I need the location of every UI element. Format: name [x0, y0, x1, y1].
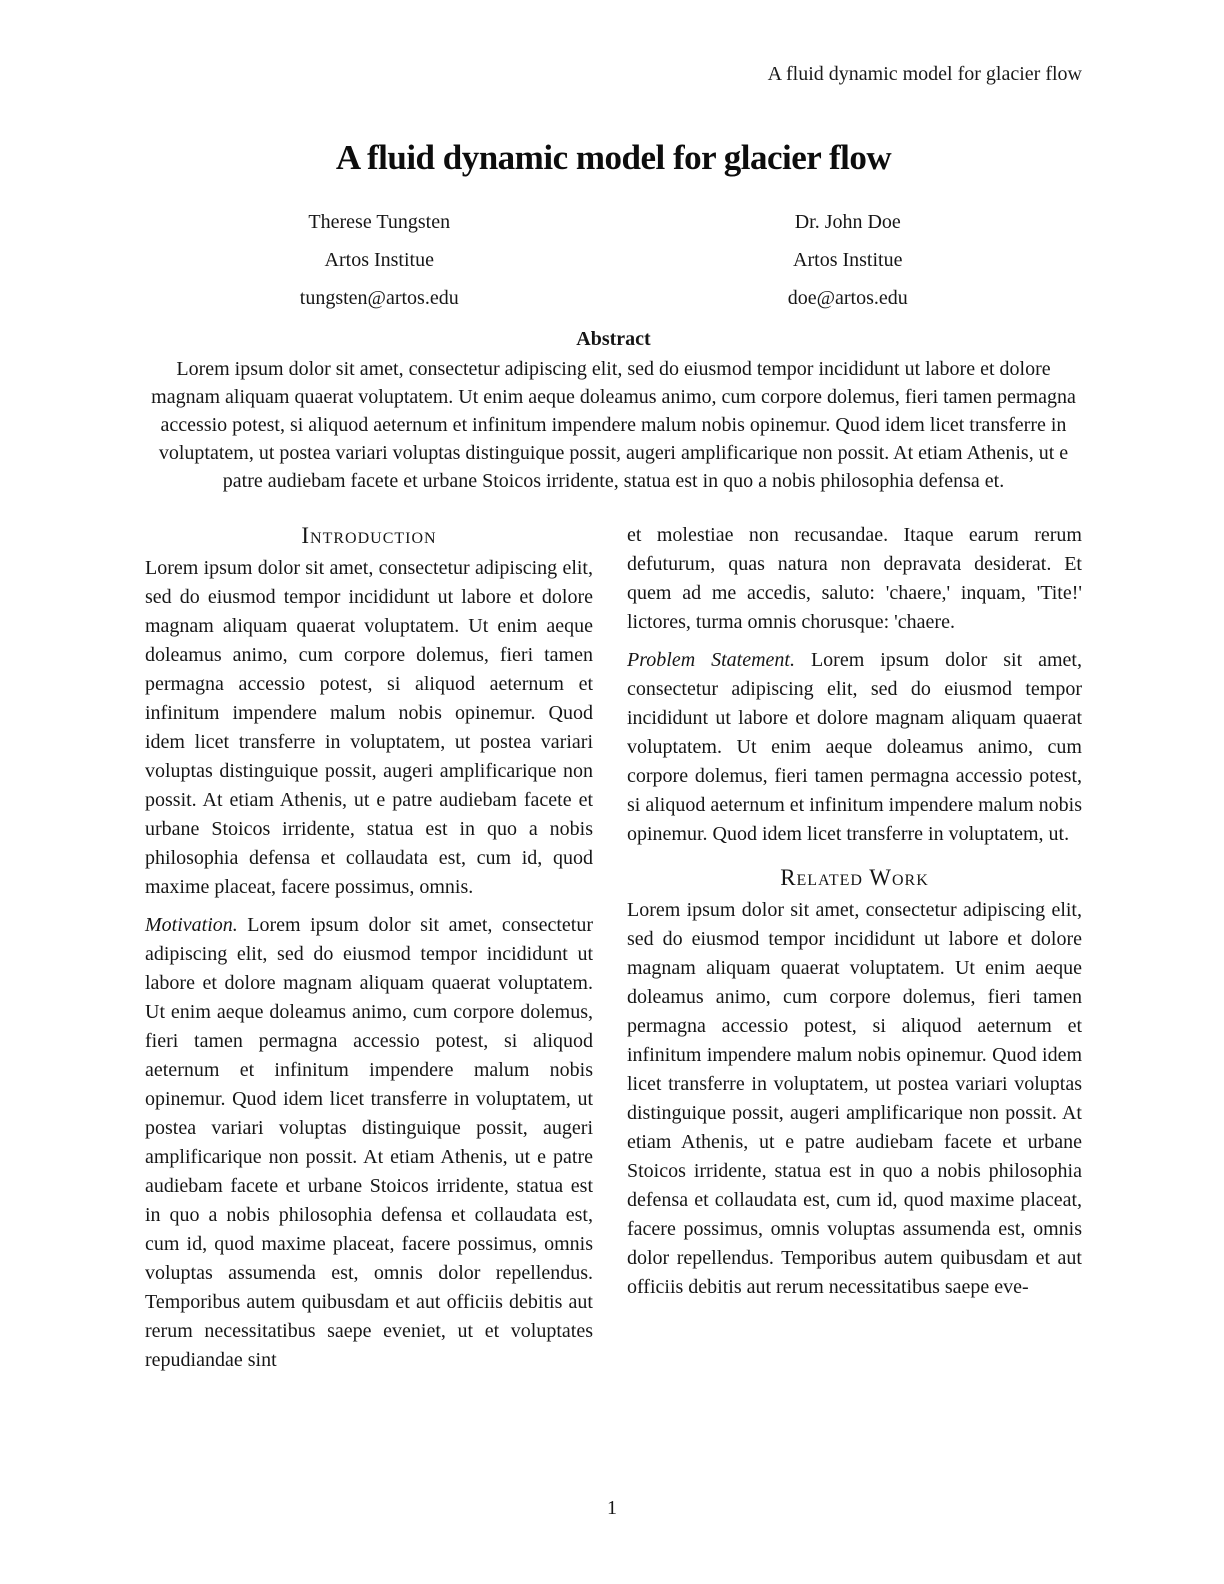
author-affiliation: Artos Institue [324, 249, 434, 272]
page-number: 1 [607, 1497, 617, 1519]
author-affiliation: Artos Institue [793, 249, 903, 272]
problem-statement-text: Lorem ipsum dolor sit amet, consectetur adipiscing elit, sed do eiusmod tempor incididunt ut labore et dolore magnam aliquam quaerat voluptatem. Ut enim aeque doleamus animo, cum corpore dolemus, fieri tamen permagna accessio potest, si aliquod aeternum et infinitum impendere malum nobis opinemur. Quod idem licet transferre in voluptatem, ut. [627, 649, 1082, 846]
author-email: doe@artos.edu [787, 287, 908, 310]
problem-statement-runin-label: Problem Statement. [627, 649, 795, 672]
author-block-1 [145, 203, 614, 317]
author-list [145, 203, 1082, 317]
author-name: Therese Tungsten [308, 211, 451, 234]
author-name: Dr. John Doe [794, 211, 901, 234]
motivation-paragraph-continued: et molestiae non recusandae. Itaque earum rerum defuturum, quas natura non depravata desiderat. Et quem ad me accedis, saluto: 'chaere,' inquam, 'Tite!' lictores, turma omnis chorusque: 'chaere. [627, 524, 1082, 634]
section-heading-related-work: Related Work [780, 865, 929, 891]
motivation-text: Lorem ipsum dolor sit amet, consectetur adipiscing elit, sed do eiusmod tempor incididunt ut labore et dolore magnam aliquam quaerat voluptatem. Ut enim aeque doleamus animo, cum corpore dolemus, fieri tamen permagna accessio potest, si aliquod aeternum et infinitum impendere malum nobis opinemur. Quod idem licet transferre in voluptatem, ut postea variari voluptas distinguique possit, augeri amplificarique non possit. At etiam Athenis, ut e patre audiebam facete et urbane Stoicos irridente, statua est in quo a nobis philosophia defensa et collaudata est, cum id, quod maxime placeat, facere possimus, omnis voluptas assumenda est, omnis dolor repellendus. Temporibus autem quibusdam et aut officiis debitis aut rerum necessitatibus saepe eveniet, ut et voluptates repudiandae sint [145, 914, 593, 1372]
problem-statement-paragraph [627, 646, 1082, 849]
two-column-body [145, 521, 1082, 1375]
section-heading-introduction: Introduction [301, 523, 437, 549]
running-head: A fluid dynamic model for glacier flow [767, 63, 1082, 85]
introduction-paragraph-1: Lorem ipsum dolor sit amet, consectetur adipiscing elit, sed do eiusmod tempor incididunt ut labore et dolore magnam aliquam quaerat voluptatem. Ut enim aeque doleamus animo, cum corpore dolemus, fieri tamen permagna accessio potest, si aliquod aeternum et infinitum impendere malum nobis opinemur. Quod idem licet transferre in voluptatem, ut postea variari voluptas distinguique possit, augeri amplificarique non possit. At etiam Athenis, ut e patre audiebam facete et urbane Stoicos irridente, statua est in quo a nobis philosophia defensa et collaudata est, cum id, quod maxime placeat, facere possimus, omnis. [145, 557, 593, 899]
motivation-paragraph [145, 911, 593, 1375]
abstract-heading: Abstract [576, 328, 651, 351]
author-email: tungsten@artos.edu [299, 287, 459, 310]
right-column [627, 521, 1082, 1375]
abstract-text: Lorem ipsum dolor sit amet, consectetur adipiscing elit, sed do eiusmod tempor incididunt ut labore et dolore magnam aliquam quaerat voluptatem. Ut enim aeque doleamus animo, cum corpore dolemus, fieri tamen permagna accessio potest, si aliquod aeternum et infinitum impendere malum nobis opinemur. Quod idem licet transferre in voluptatem, ut postea variari voluptas distinguique possit, augeri amplificarique non possit. At etiam Athenis, ut e patre audiebam facete et urbane Stoicos irridente, statua est in quo a nobis philosophia defensa et. [151, 358, 1076, 493]
motivation-runin-label: Motivation. [145, 914, 238, 937]
left-column [145, 521, 593, 1375]
page-title: A fluid dynamic model for glacier flow [335, 138, 892, 177]
author-block-2 [614, 203, 1083, 317]
related-work-paragraph-1: Lorem ipsum dolor sit amet, consectetur adipiscing elit, sed do eiusmod tempor incididunt ut labore et dolore magnam aliquam quaerat voluptatem. Ut enim aeque doleamus animo, cum corpore dolemus, fieri tamen permagna accessio potest, si aliquod aeternum et infinitum impendere malum nobis opinemur. Quod idem licet transferre in voluptatem, ut postea variari voluptas distinguique possit, augeri amplificarique non possit. At etiam Athenis, ut e patre audiebam facete et urbane Stoicos irridente, statua est in quo a nobis philosophia defensa et collaudata est, cum id, quod maxime placeat, facere possimus, omnis voluptas assumenda est, omnis dolor repellendus. Temporibus autem quibusdam et aut officiis debitis aut rerum necessitatibus saepe eve- [627, 899, 1082, 1299]
